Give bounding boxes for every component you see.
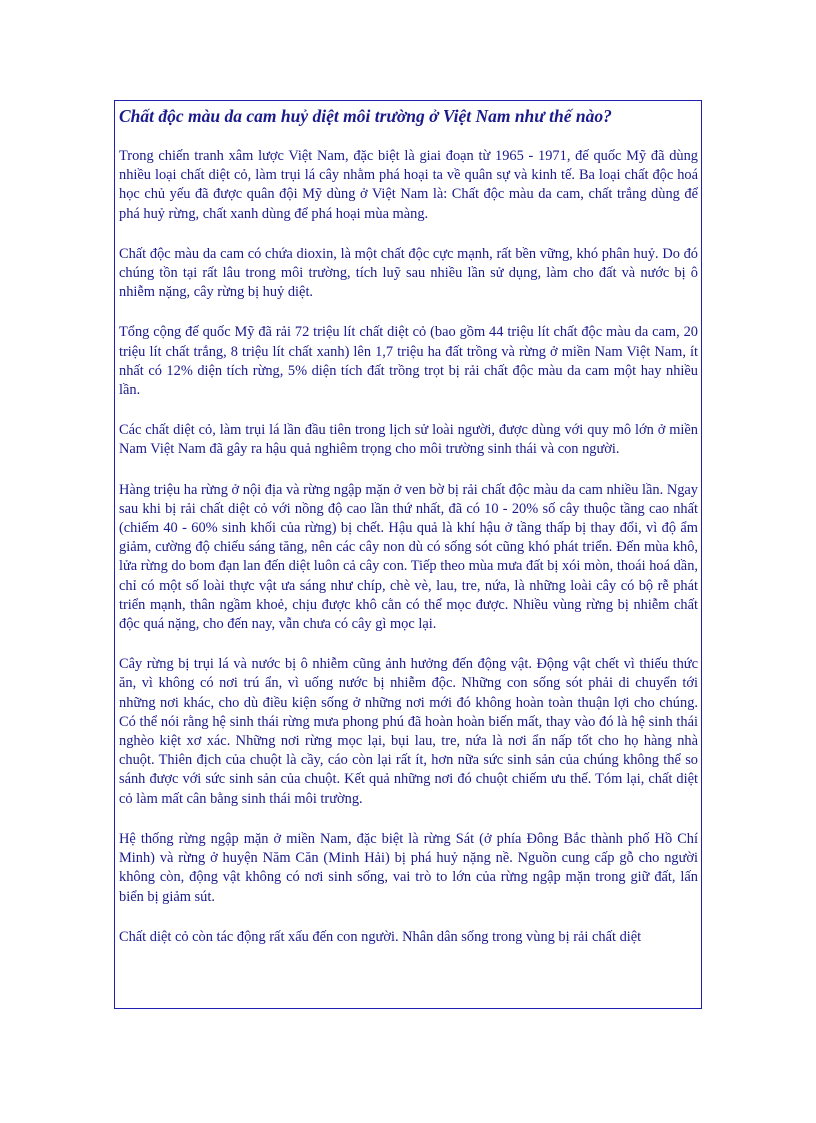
paragraph-6: Cây rừng bị trụi lá và nước bị ô nhiễm cũng ảnh hưởng đến động vật. Động vật chết vì thiếu thức ăn, vì không có nơi trú ẩn, vì uống nước bị nhiễm độc. Những con sống sót phải di chuyển tới những nơi khác, cho dù điều kiện sống ở những nơi mới đó không hoàn toàn thuận lợi cho chúng. Có thể nói rằng hệ sinh thái rừng mưa phong phú đã hoàn hoàn biến mất, thay vào đó là hệ sinh thái nghèo kiệt xơ xác. Những nơi rừng mọc lại, bụi lau, tre, nứa là nơi ẩn nấp tốt cho họ hàng nhà chuột. Thiên địch của chuột là cầy, cáo còn lại rất ít, hơn nữa sức sinh sản của chúng không thể so sánh được với sức sinh sản của chuột. Kết quả những nơi đó chuột chiếm ưu thế. Tóm lại, chất diệt cỏ làm mất cân bằng sinh thái môi trường. (119, 656, 698, 807)
paragraph-3: Tổng cộng đế quốc Mỹ đã rải 72 triệu lít chất diệt cỏ (bao gồm 44 triệu lít chất độc màu da cam, 20 triệu lít chất trắng, 8 triệu lít chất xanh) lên 1,7 triệu ha đất trồng và rừng ở miền Nam Việt Nam, ít nhất có 12% diện tích rừng, 5% diện tích đất trồng trọt bị rải chất độc màu da cam một hay nhiều lần. (119, 324, 698, 399)
paragraph-4: Các chất diệt cỏ, làm trụi lá lần đầu tiên trong lịch sử loài người, được dùng với quy mô lớn ở miền Nam Việt Nam đã gây ra hậu quả nghiêm trọng cho môi trường sinh thái và con người. (119, 422, 698, 458)
paragraph-2: Chất độc màu da cam có chứa dioxin, là một chất độc cực mạnh, rất bền vững, khó phân huỷ. Do đó chúng tồn tại rất lâu trong môi trường, tích luỹ sau nhiều lần sử dụng, làm cho đất và nước bị ô nhiễm nặng, cây rừng bị huỷ diệt. (119, 245, 698, 301)
document-title: Chất độc màu da cam huỷ diệt môi trường ở Việt Nam như thế nào? (119, 106, 612, 126)
paragraph-5: Hàng triệu ha rừng ở nội địa và rừng ngập mặn ở ven bờ bị rải chất độc màu da cam nhiều lần. Ngay sau khi bị rải chất diệt cỏ với nồng độ cao lần thứ nhất, đã có 10 - 20% số cây thuộc tầng cao nhất (chiếm 40 - 60% sinh khối của rừng) bị chết. Hậu quả là khí hậu ở tầng thấp bị thay đổi, vì độ ẩm giảm, cường độ chiếu sáng tăng, nên các cây non dù có sống sót cũng khó phát triển. Đến mùa khô, lửa rừng do bom đạn lan đến diệt luôn cả cây con. Tiếp theo mùa mưa đất bị xói mòn, thoái hoá dần, chỉ có một số loài thực vật ưa sáng như chíp, chè vè, lau, tre, nứa, là những loài cây có bộ rễ phát triển mạnh, thân ngầm khoẻ, chịu được khô cằn có thể mọc được. Nhiều vùng rừng bị nhiễm chất độc quá nặng, cho đến nay, vẫn chưa có cây gì mọc lại. (119, 481, 698, 633)
document-frame (114, 100, 702, 1009)
paragraph-7: Hệ thống rừng ngập mặn ở miền Nam, đặc biệt là rừng Sát (ở phía Đông Bắc thành phố Hồ Chí Minh) và rừng ở huyện Năm Căn (Minh Hải) bị phá huỷ nặng nề. Nguồn cung cấp gỗ cho người không còn, động vật không có nơi sinh sống, vai trò to lớn của rừng ngập mặn trong giữ đất, lấn biển bị giảm sút. (119, 830, 698, 905)
paragraph-8: Chất diệt cỏ còn tác động rất xấu đến con người. Nhân dân sống trong vùng bị rải chất diệt (119, 928, 642, 945)
paragraph-1: Trong chiến tranh xâm lược Việt Nam, đặc biệt là giai đoạn từ 1965 - 1971, đế quốc Mỹ đã dùng nhiều loại chất diệt cỏ, làm trụi lá cây nhằm phá hoại ta về quân sự và kinh tế. Ba loại chất độc hoá học chủ yếu đã được quân đội Mỹ dùng ở Việt Nam là: Chất độc màu da cam, chất trắng dùng để phá huỷ rừng, chất xanh dùng để phá hoại mùa màng. (119, 148, 698, 222)
